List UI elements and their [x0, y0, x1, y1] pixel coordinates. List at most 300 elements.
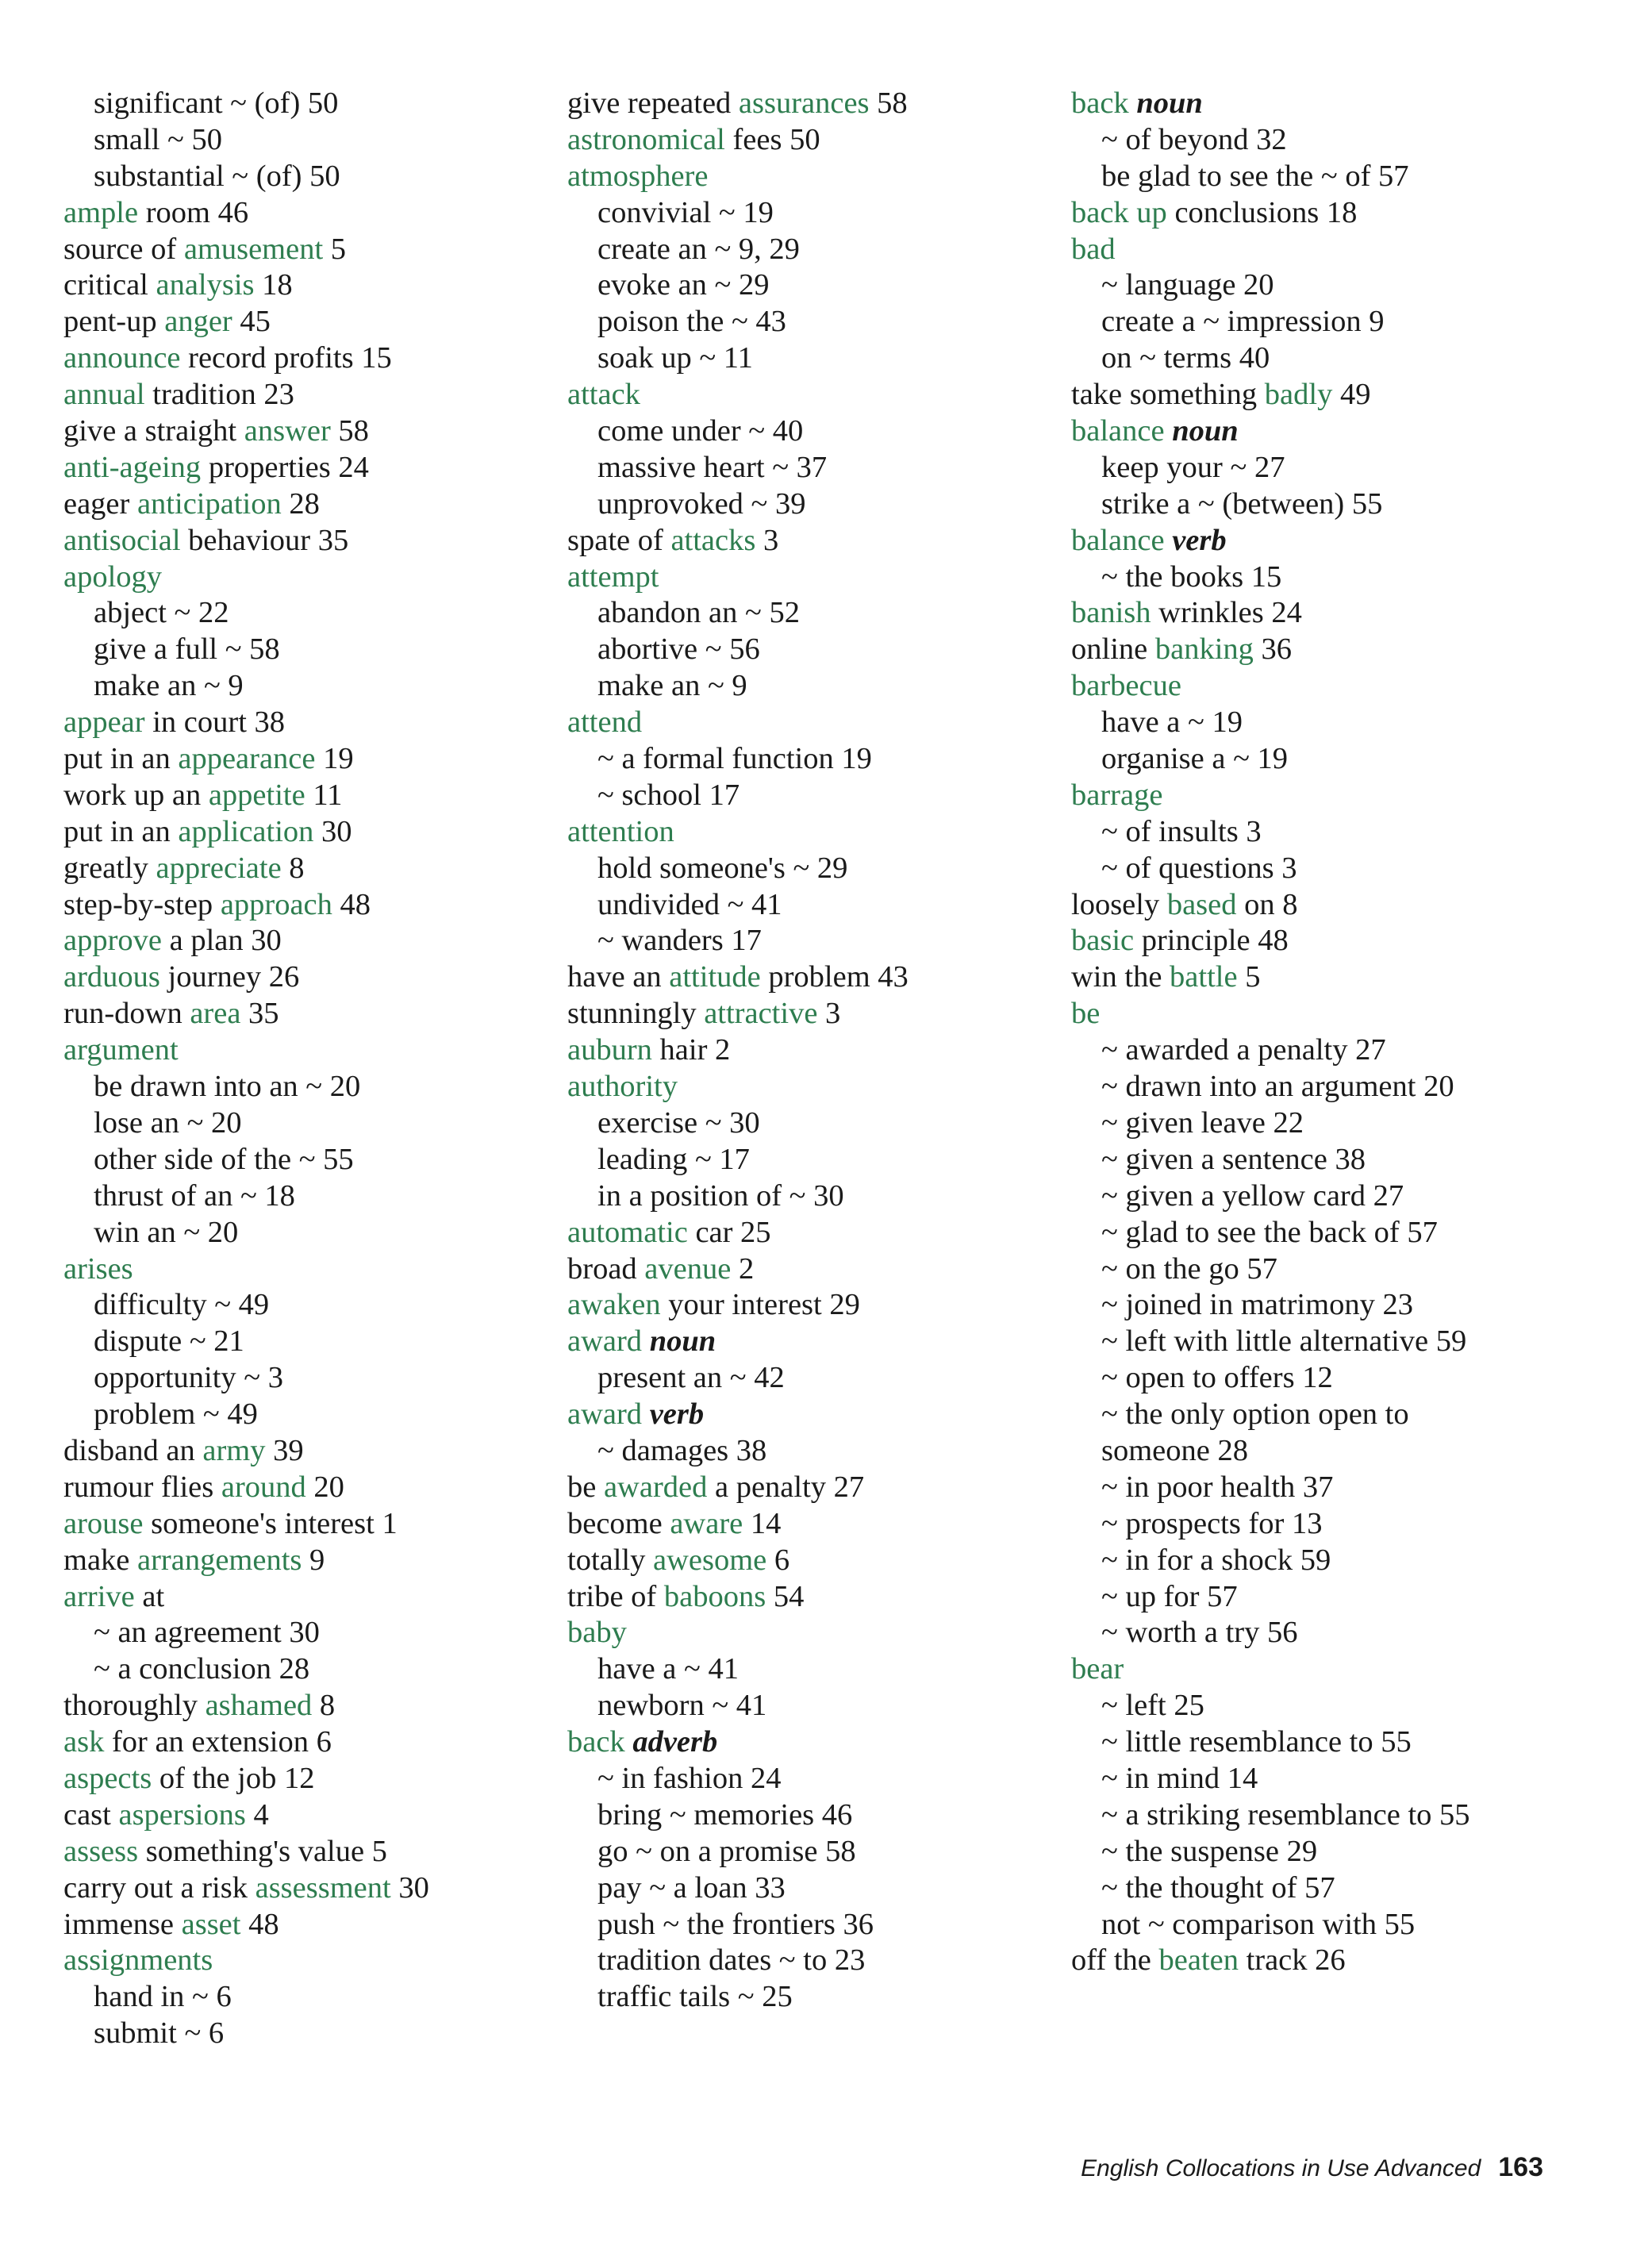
- entry-text: submit ~ 6: [94, 2016, 225, 2051]
- entry-prefix: critical: [63, 268, 156, 302]
- entry-text: ~ worth a try 56: [1101, 1616, 1298, 1650]
- entry-headword: attractive: [704, 997, 818, 1031]
- index-subentry: [63, 159, 429, 195]
- entry-part-of-speech: noun: [649, 1324, 716, 1359]
- index-subentry: [1071, 159, 1470, 195]
- entry-prefix: immense: [63, 1907, 182, 1941]
- entry-suffix: 5: [1237, 960, 1261, 994]
- index-subentry: [567, 1688, 909, 1724]
- entry-text: not ~ comparison with 55: [1101, 1907, 1416, 1941]
- index-entry: [567, 377, 909, 413]
- entry-part-of-speech: verb: [1172, 523, 1227, 557]
- index-subentry: [1071, 1142, 1470, 1178]
- entry-suffix: for an extension 6: [104, 1725, 332, 1759]
- index-entry: [567, 86, 909, 122]
- index-subentry: [63, 1142, 429, 1178]
- entry-suffix: something's value 5: [138, 1834, 387, 1868]
- entry-suffix: properties 24: [201, 450, 369, 484]
- entry-headword: area: [190, 997, 241, 1031]
- entry-text: ~ in for a shock 59: [1101, 1543, 1331, 1577]
- entry-suffix: journey 26: [159, 960, 300, 994]
- entry-headword: amusement: [183, 232, 324, 266]
- entry-text: ~ open to offers 12: [1101, 1361, 1333, 1395]
- index-subentry: [567, 267, 909, 304]
- index-entry: [63, 1834, 429, 1870]
- entry-text: ~ left 25: [1101, 1689, 1204, 1723]
- index-subentry: [567, 340, 909, 377]
- index-entry: [63, 1761, 429, 1797]
- entry-text: ~ a striking resemblance to 55: [1101, 1797, 1470, 1832]
- entry-suffix: conclusions 18: [1166, 195, 1358, 229]
- index-subentry: [567, 413, 909, 450]
- entry-headword: authority: [567, 1070, 678, 1104]
- index-entry: [63, 1032, 429, 1069]
- entry-headword: automatic: [567, 1215, 688, 1249]
- index-entry: [63, 1724, 429, 1761]
- entry-headword: aspects: [63, 1761, 152, 1795]
- entry-text: ~ the thought of 57: [1101, 1870, 1335, 1905]
- entry-headword: award: [567, 1324, 643, 1359]
- entry-prefix: disband an: [63, 1433, 203, 1467]
- entry-prefix: carry out a risk: [63, 1870, 255, 1905]
- entry-suffix: 6: [766, 1543, 790, 1577]
- entry-text: ~ on the go 57: [1101, 1251, 1277, 1286]
- entry-suffix: behaviour 35: [180, 523, 349, 557]
- index-subentry: [63, 1105, 429, 1142]
- index-entry: [63, 705, 429, 741]
- entry-text: lose an ~ 20: [94, 1105, 242, 1140]
- index-entry: [63, 559, 429, 596]
- entry-text: traffic tails ~ 25: [597, 1980, 793, 2014]
- entry-suffix: 3: [755, 523, 779, 557]
- entry-suffix: 9: [302, 1543, 325, 1577]
- entry-text: ~ given a yellow card 27: [1101, 1178, 1404, 1213]
- index-subentry: [567, 1178, 909, 1215]
- index-subentry: [567, 778, 909, 814]
- index-subentry: [1071, 1251, 1470, 1288]
- entry-suffix: 49: [1332, 378, 1371, 412]
- entry-text: ~ of questions 3: [1101, 851, 1297, 885]
- entry-prefix: rumour flies: [63, 1470, 221, 1504]
- entry-text: abject ~ 22: [94, 596, 229, 630]
- entry-prefix: run-down: [63, 997, 190, 1031]
- index-subentry: [1071, 559, 1470, 596]
- entry-headword: arises: [63, 1251, 133, 1286]
- entry-headword: barrage: [1071, 778, 1163, 812]
- entry-headword: attend: [567, 705, 643, 740]
- index-entry: [567, 814, 909, 851]
- entry-text: be glad to see the ~ of 57: [1101, 159, 1409, 193]
- entry-suffix: 39: [265, 1433, 304, 1467]
- entry-text: difficulty ~ 49: [94, 1288, 270, 1322]
- entry-text: ~ school 17: [597, 778, 740, 812]
- index-subentry: [1071, 1287, 1470, 1324]
- index-entry: [63, 1470, 429, 1506]
- entry-text: make an ~ 9: [597, 669, 747, 703]
- index-subentry: [63, 2016, 429, 2052]
- index-entry: [63, 923, 429, 959]
- entry-part-of-speech: noun: [1136, 86, 1203, 120]
- index-subentry: [1071, 1834, 1470, 1870]
- index-column-1: [63, 86, 429, 2052]
- entry-text: tradition dates ~ to 23: [597, 1943, 866, 1978]
- entry-headword: attacks: [670, 523, 756, 557]
- index-subentry: [1071, 1360, 1470, 1397]
- index-subentry: [1071, 1397, 1470, 1433]
- index-subentry: [63, 595, 429, 632]
- entry-prefix: spate of: [567, 523, 671, 557]
- index-subentry: [1071, 1870, 1470, 1907]
- entry-headword: be: [1071, 997, 1101, 1031]
- entry-text: opportunity ~ 3: [94, 1361, 283, 1395]
- index-subentry: [63, 1360, 429, 1397]
- entry-suffix: 48: [332, 887, 371, 921]
- entry-headword: anti-ageing: [63, 450, 202, 484]
- entry-headword: appearance: [178, 742, 316, 776]
- entry-headword: awaken: [567, 1288, 661, 1322]
- entry-prefix: work up an: [63, 778, 209, 812]
- entry-headword: ask: [63, 1725, 105, 1759]
- entry-prefix: take something: [1071, 378, 1265, 412]
- entry-headword: awarded: [603, 1470, 708, 1504]
- entry-text: abortive ~ 56: [597, 632, 760, 667]
- entry-text: organise a ~ 19: [1101, 742, 1289, 776]
- entry-text: hold someone's ~ 29: [597, 851, 848, 885]
- entry-prefix: make: [63, 1543, 137, 1577]
- entry-text: ~ in fashion 24: [597, 1761, 782, 1795]
- entry-headword: aspersions: [118, 1797, 246, 1832]
- entry-headword: ample: [63, 195, 139, 229]
- entry-text: hand in ~ 6: [94, 1980, 232, 2014]
- entry-text: ~ language 20: [1101, 268, 1274, 302]
- entry-text: ~ of beyond 32: [1101, 122, 1287, 156]
- entry-headword: back: [567, 1725, 625, 1759]
- index-subentry: [63, 1178, 429, 1215]
- entry-prefix: source of: [63, 232, 184, 266]
- entry-headword: annual: [63, 378, 145, 412]
- entry-headword: argument: [63, 1033, 179, 1067]
- index-subentry: [1071, 1470, 1470, 1506]
- entry-prefix: put in an: [63, 814, 179, 848]
- entry-headword: appetite: [208, 778, 305, 812]
- index-entry: [63, 741, 429, 778]
- entry-prefix: have an: [567, 960, 670, 994]
- entry-headword: ashamed: [205, 1689, 313, 1723]
- index-subentry: [1071, 814, 1470, 851]
- entry-text: poison the ~ 43: [597, 305, 786, 339]
- entry-suffix: hair 2: [651, 1033, 731, 1067]
- entry-suffix: car 25: [687, 1215, 771, 1249]
- entry-suffix: 2: [731, 1251, 755, 1286]
- index-entry: [63, 486, 429, 523]
- index-entry: [1071, 595, 1470, 632]
- entry-headword: arrive: [63, 1579, 135, 1613]
- entry-text: newborn ~ 41: [597, 1689, 767, 1723]
- index-subentry: [1071, 486, 1470, 523]
- entry-prefix: give repeated: [567, 86, 739, 120]
- entry-suffix: 19: [315, 742, 354, 776]
- entry-text: on ~ terms 40: [1101, 341, 1270, 375]
- entry-text: other side of the ~ 55: [94, 1142, 354, 1176]
- entry-text: convivial ~ 19: [597, 195, 774, 229]
- entry-headword: appreciate: [156, 851, 282, 885]
- index-subentry: [567, 1651, 909, 1688]
- entry-text: ~ a formal function 19: [597, 742, 872, 776]
- index-subentry: [567, 851, 909, 887]
- index-subentry: [567, 1761, 909, 1797]
- index-subentry: [63, 1324, 429, 1360]
- page-footer: [1081, 2152, 1543, 2183]
- entry-text: ~ given leave 22: [1101, 1105, 1304, 1140]
- entry-headword: attention: [567, 814, 674, 848]
- entry-suffix: 30: [390, 1870, 429, 1905]
- entry-text: present an ~ 42: [597, 1361, 785, 1395]
- entry-prefix: give a straight: [63, 414, 244, 448]
- index-entry: [567, 523, 909, 559]
- entry-headword: back: [1071, 86, 1129, 120]
- index-entry: [567, 1069, 909, 1105]
- index-subentry: [567, 1797, 909, 1834]
- entry-headword: answer: [244, 414, 331, 448]
- entry-headword: avenue: [644, 1251, 732, 1286]
- entry-prefix: totally: [567, 1543, 653, 1577]
- index-entry: [567, 1397, 909, 1433]
- entry-prefix: broad: [567, 1251, 645, 1286]
- index-subentry: [1071, 1032, 1470, 1069]
- index-entry: [63, 778, 429, 814]
- index-subentry: [1071, 1615, 1470, 1651]
- entry-suffix: tradition 23: [144, 378, 294, 412]
- index-subentry: [63, 1979, 429, 2016]
- index-entry: [1071, 232, 1470, 268]
- index-entry: [567, 705, 909, 741]
- index-subentry: [1071, 1215, 1470, 1251]
- entry-headword: asset: [181, 1907, 241, 1941]
- index-entry: [63, 814, 429, 851]
- entry-suffix: 45: [232, 305, 271, 339]
- index-entry: [567, 1543, 909, 1579]
- entry-text: have a ~ 41: [597, 1652, 739, 1686]
- entry-text: ~ awarded a penalty 27: [1101, 1033, 1386, 1067]
- entry-text: ~ the books 15: [1101, 559, 1282, 594]
- entry-headword: arrangements: [137, 1543, 302, 1577]
- entry-headword: attack: [567, 378, 640, 412]
- entry-prefix: stunningly: [567, 997, 705, 1031]
- entry-text: abandon an ~ 52: [597, 596, 800, 630]
- entry-text: exercise ~ 30: [597, 1105, 760, 1140]
- index-column-2: [567, 86, 909, 2016]
- entry-suffix: at: [134, 1579, 165, 1613]
- entry-suffix: 54: [766, 1579, 805, 1613]
- entry-text: keep your ~ 27: [1101, 450, 1285, 484]
- entry-suffix: on 8: [1236, 887, 1298, 921]
- entry-suffix: 4: [245, 1797, 269, 1832]
- index-entry: [63, 1543, 429, 1579]
- index-column-3: [1071, 86, 1470, 1979]
- index-entry: [1071, 668, 1470, 705]
- entry-text: create an ~ 9, 29: [597, 232, 800, 266]
- index-subentry: [567, 1142, 909, 1178]
- entry-suffix: 28: [281, 486, 320, 521]
- entry-text: ~ little resemblance to 55: [1101, 1725, 1412, 1759]
- index-entry: [63, 1870, 429, 1907]
- index-subentry: [1071, 1688, 1470, 1724]
- index-entry: [63, 887, 429, 924]
- entry-headword: attitude: [669, 960, 761, 994]
- entry-text: ~ prospects for 13: [1101, 1506, 1323, 1540]
- index-entry: [1071, 778, 1470, 814]
- entry-headword: baby: [567, 1616, 627, 1650]
- index-subentry: [63, 122, 429, 159]
- entry-prefix: loosely: [1071, 887, 1167, 921]
- index-entry: [567, 1032, 909, 1069]
- entry-text: ~ an agreement 30: [94, 1616, 320, 1650]
- entry-headword: atmosphere: [567, 159, 709, 193]
- entry-prefix: become: [567, 1506, 670, 1540]
- entry-suffix: 14: [743, 1506, 782, 1540]
- entry-headword: banking: [1154, 632, 1254, 667]
- index-entry: [567, 159, 909, 195]
- index-entry: [63, 1797, 429, 1834]
- entry-text: thrust of an ~ 18: [94, 1178, 295, 1213]
- index-entry: [1071, 959, 1470, 996]
- entry-prefix: cast: [63, 1797, 119, 1832]
- entry-text: ~ wanders 17: [597, 924, 762, 958]
- entry-suffix: 36: [1253, 632, 1293, 667]
- index-subentry: [63, 1615, 429, 1651]
- index-subentry: [567, 450, 909, 486]
- entry-headword: barbecue: [1071, 669, 1181, 703]
- entry-prefix: be: [567, 1470, 604, 1504]
- entry-suffix: a plan 30: [162, 924, 282, 958]
- entry-headword: awesome: [653, 1543, 767, 1577]
- entry-headword: approve: [63, 924, 162, 958]
- entry-headword: anger: [164, 305, 232, 339]
- index-subentry: [1071, 1797, 1470, 1834]
- entry-prefix: online: [1071, 632, 1155, 667]
- entry-suffix: 8: [312, 1689, 336, 1723]
- entry-headword: balance: [1071, 414, 1165, 448]
- index-entry: [63, 959, 429, 996]
- entry-prefix: tribe of: [567, 1579, 664, 1613]
- entry-headword: balance: [1071, 523, 1165, 557]
- entry-suffix: 58: [330, 414, 369, 448]
- index-entry: [63, 304, 429, 340]
- entry-suffix: 11: [305, 778, 343, 812]
- entry-text: ~ the suspense 29: [1101, 1834, 1318, 1868]
- index-entry: [63, 1251, 429, 1288]
- entry-headword: apology: [63, 559, 163, 594]
- entry-prefix: win the: [1071, 960, 1170, 994]
- index-subentry: [567, 887, 909, 924]
- entry-text: create a ~ impression 9: [1101, 305, 1385, 339]
- index-entry: [567, 1470, 909, 1506]
- entry-suffix: of the job 12: [152, 1761, 315, 1795]
- entry-text: ~ left with little alternative 59: [1101, 1324, 1467, 1359]
- entry-text: massive heart ~ 37: [597, 450, 828, 484]
- entry-headword: astronomical: [567, 122, 725, 156]
- index-subentry: [1071, 1579, 1470, 1616]
- entry-text: problem ~ 49: [94, 1397, 258, 1432]
- entry-text: bring ~ memories 46: [597, 1797, 853, 1832]
- entry-suffix: 20: [305, 1470, 344, 1504]
- index-entry: [567, 1615, 909, 1651]
- entry-text: be drawn into an ~ 20: [94, 1070, 361, 1104]
- entry-text: undivided ~ 41: [597, 887, 782, 921]
- entry-suffix: fees 50: [724, 122, 820, 156]
- entry-text: ~ the only option open to: [1101, 1397, 1409, 1432]
- entry-suffix: 18: [254, 268, 293, 302]
- entry-suffix: 35: [240, 997, 279, 1031]
- entry-headword: beaten: [1158, 1943, 1239, 1978]
- entry-text: ~ up for 57: [1101, 1579, 1238, 1613]
- index-subentry: [1071, 304, 1470, 340]
- index-entry: [63, 232, 429, 268]
- index-subentry: [567, 1105, 909, 1142]
- index-entry: [63, 1907, 429, 1943]
- entry-headword: around: [221, 1470, 306, 1504]
- entry-text: pay ~ a loan 33: [597, 1870, 786, 1905]
- index-entry: [1071, 923, 1470, 959]
- index-subentry: [1071, 1907, 1470, 1943]
- entry-text: come under ~ 40: [597, 414, 804, 448]
- index-subentry: [567, 1907, 909, 1943]
- entry-suffix: 30: [313, 814, 352, 848]
- index-entry: [63, 267, 429, 304]
- index-subentry: [63, 1215, 429, 1251]
- entry-suffix: problem 43: [760, 960, 909, 994]
- entry-suffix: track 26: [1238, 1943, 1346, 1978]
- index-subentry: [63, 1287, 429, 1324]
- index-entry: [567, 1324, 909, 1360]
- index-subentry: [567, 595, 909, 632]
- entry-text: someone 28: [1101, 1433, 1248, 1467]
- entry-prefix: thoroughly: [63, 1689, 206, 1723]
- entry-headword: arouse: [63, 1506, 144, 1540]
- index-subentry: [567, 923, 909, 959]
- index-subentry: [567, 741, 909, 778]
- entry-headword: award: [567, 1397, 643, 1432]
- entry-text: give a full ~ 58: [94, 632, 280, 667]
- index-subentry: [63, 1069, 429, 1105]
- index-entry: [567, 1287, 909, 1324]
- index-entry: [1071, 632, 1470, 668]
- entry-text: have a ~ 19: [1101, 705, 1243, 740]
- entry-suffix: room 46: [138, 195, 249, 229]
- entry-headword: bear: [1071, 1652, 1124, 1686]
- index-subentry: [1071, 340, 1470, 377]
- index-entry: [63, 1433, 429, 1470]
- index-entry: [1071, 523, 1470, 559]
- index-entry: [63, 195, 429, 232]
- index-entry: [567, 1506, 909, 1543]
- entry-prefix: greatly: [63, 851, 156, 885]
- index-subentry: [567, 486, 909, 523]
- index-subentry: [567, 1834, 909, 1870]
- index-entry: [63, 851, 429, 887]
- entry-headword: application: [178, 814, 314, 848]
- index-entry: [63, 1688, 429, 1724]
- entry-headword: aware: [670, 1506, 743, 1540]
- index-subentry: [567, 1870, 909, 1907]
- entry-text: go ~ on a promise 58: [597, 1834, 856, 1868]
- index-subentry: [567, 1943, 909, 1979]
- index-subentry: [1071, 122, 1470, 159]
- index-subentry: [1071, 1105, 1470, 1142]
- index-entry: [63, 377, 429, 413]
- index-subentry: [567, 232, 909, 268]
- entry-prefix: off the: [1071, 1943, 1159, 1978]
